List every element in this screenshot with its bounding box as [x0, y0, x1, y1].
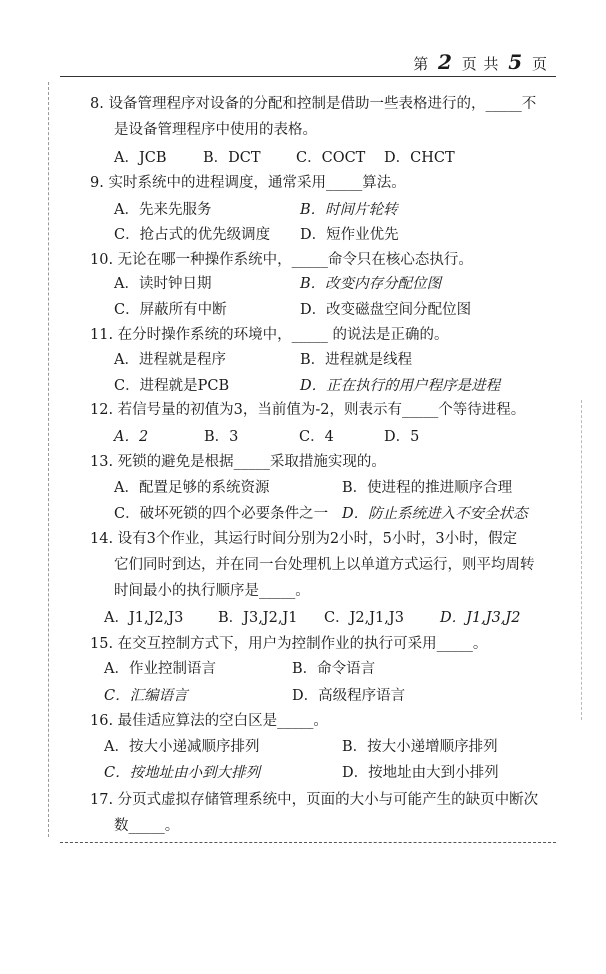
question-number: 12. — [90, 402, 114, 418]
question-number: 16. — [90, 713, 114, 729]
option-b: B．进程就是线程 — [300, 352, 413, 368]
binding-margin-line — [48, 82, 49, 837]
question-10 — [90, 248, 550, 272]
option-c: C．4 — [299, 429, 334, 445]
question-number: 9. — [90, 175, 104, 191]
footer-dashed-rule — [60, 842, 556, 843]
option-a: A．进程就是程序 — [114, 352, 226, 368]
option-a: A．读时钟日期 — [114, 276, 212, 292]
header-rule — [60, 76, 556, 77]
question-number: 11. — [90, 327, 114, 343]
option-d: D．CHCT — [384, 150, 455, 166]
option-b: B．J3,J2,J1 — [218, 610, 298, 626]
question-number: 15. — [90, 636, 114, 652]
option-b: B．使进程的推进顺序合理 — [342, 480, 513, 496]
option-a: A．先来先服务 — [114, 202, 212, 218]
option-b: B．改变内存分配位图 — [300, 276, 442, 292]
question-14 — [90, 527, 550, 551]
option-d: D．按地址由大到小排列 — [342, 765, 499, 781]
option-b: B．3 — [204, 429, 239, 445]
option-a: A．J1,J2,J3 — [104, 610, 184, 626]
option-c: C．进程就是PCB — [114, 378, 230, 394]
question-number: 10. — [90, 252, 114, 268]
option-d: D．短作业优先 — [300, 227, 399, 243]
option-b: B．按大小递增顺序排列 — [342, 739, 498, 755]
question-text: 设有3个作业，其运行时间分别为2小时，5小时，3小时，假定 — [117, 531, 518, 547]
option-c: C．抢占式的优先级调度 — [114, 227, 271, 243]
question-text: 在交互控制方式下，用户为控制作业的执行可采用_____。 — [117, 636, 488, 652]
question-14-line2: 它们同时到达，并在同一台处理机上以单道方式运行，则平均周转 — [114, 557, 535, 573]
header-mid: 页 共 — [461, 55, 500, 73]
question-15 — [90, 632, 550, 656]
question-13 — [90, 450, 550, 474]
question-11 — [90, 323, 550, 347]
question-number: 14. — [90, 531, 114, 547]
question-17-line2: 数_____。 — [114, 818, 180, 834]
header-prefix: 第 — [413, 55, 430, 73]
question-text: 实时系统中的进程调度，通常采用_____算法。 — [108, 175, 406, 191]
option-c: C．屏蔽所有中断 — [114, 302, 227, 318]
option-b: B．DCT — [203, 150, 261, 166]
question-text: 无论在哪一种操作系统中，_____命令只在核心态执行。 — [117, 252, 473, 268]
right-margin-line — [581, 400, 582, 720]
option-c: C．COCT — [296, 150, 366, 166]
question-text: 若信号量的初值为3，当前值为-2，则表示有_____个等待进程。 — [117, 402, 526, 418]
option-d: D．正在执行的用户程序是进程 — [300, 378, 501, 394]
option-d: D．5 — [384, 429, 420, 445]
question-14-line3: 时间最小的执行顺序是_____。 — [114, 583, 310, 599]
option-d: D．改变磁盘空间分配位图 — [300, 302, 472, 318]
question-text: 设备管理程序对设备的分配和控制是借助一些表格进行的，_____不 — [108, 96, 537, 112]
option-d: D．防止系统进入不安全状态 — [342, 506, 528, 522]
page-header — [413, 50, 548, 74]
question-text: 死锁的避免是根据_____采取措施实现的。 — [117, 454, 386, 470]
option-c: C．破坏死锁的四个必要条件之一 — [114, 506, 329, 522]
question-9 — [90, 171, 550, 195]
option-a: A．配置足够的系统资源 — [114, 480, 270, 496]
total-page-number: 5 — [508, 50, 524, 74]
option-c: C．汇编语言 — [104, 688, 188, 704]
option-a: A．JCB — [114, 150, 167, 166]
current-page-number: 2 — [438, 50, 453, 74]
question-number: 17. — [90, 792, 114, 808]
question-text: 最佳适应算法的空白区是_____。 — [117, 713, 328, 729]
option-b: B．时间片轮转 — [300, 202, 398, 218]
option-a: A．按大小递减顺序排列 — [104, 739, 260, 755]
question-16 — [90, 709, 550, 733]
question-text: 在分时操作系统的环境中，_____ 的说法是正确的。 — [117, 327, 449, 343]
question-text: 分页式虚拟存储管理系统中，页面的大小与可能产生的缺页中断次 — [117, 792, 539, 808]
option-b: B．命令语言 — [292, 661, 376, 677]
header-suffix: 页 — [531, 55, 548, 73]
option-d: D．J1,J3,J2 — [440, 610, 521, 626]
option-c: C．按地址由小到大排列 — [104, 765, 261, 781]
option-c: C．J2,J1,J3 — [324, 610, 404, 626]
question-17 — [90, 788, 550, 812]
question-number: 13. — [90, 454, 114, 470]
question-8 — [90, 92, 550, 116]
question-12 — [90, 398, 550, 422]
question-8-line2: 是设备管理程序中使用的表格。 — [114, 122, 317, 138]
option-a: A．作业控制语言 — [104, 661, 216, 677]
option-d: D．高级程序语言 — [292, 688, 406, 704]
question-number: 8. — [90, 96, 104, 112]
option-a: A．2 — [114, 429, 149, 445]
